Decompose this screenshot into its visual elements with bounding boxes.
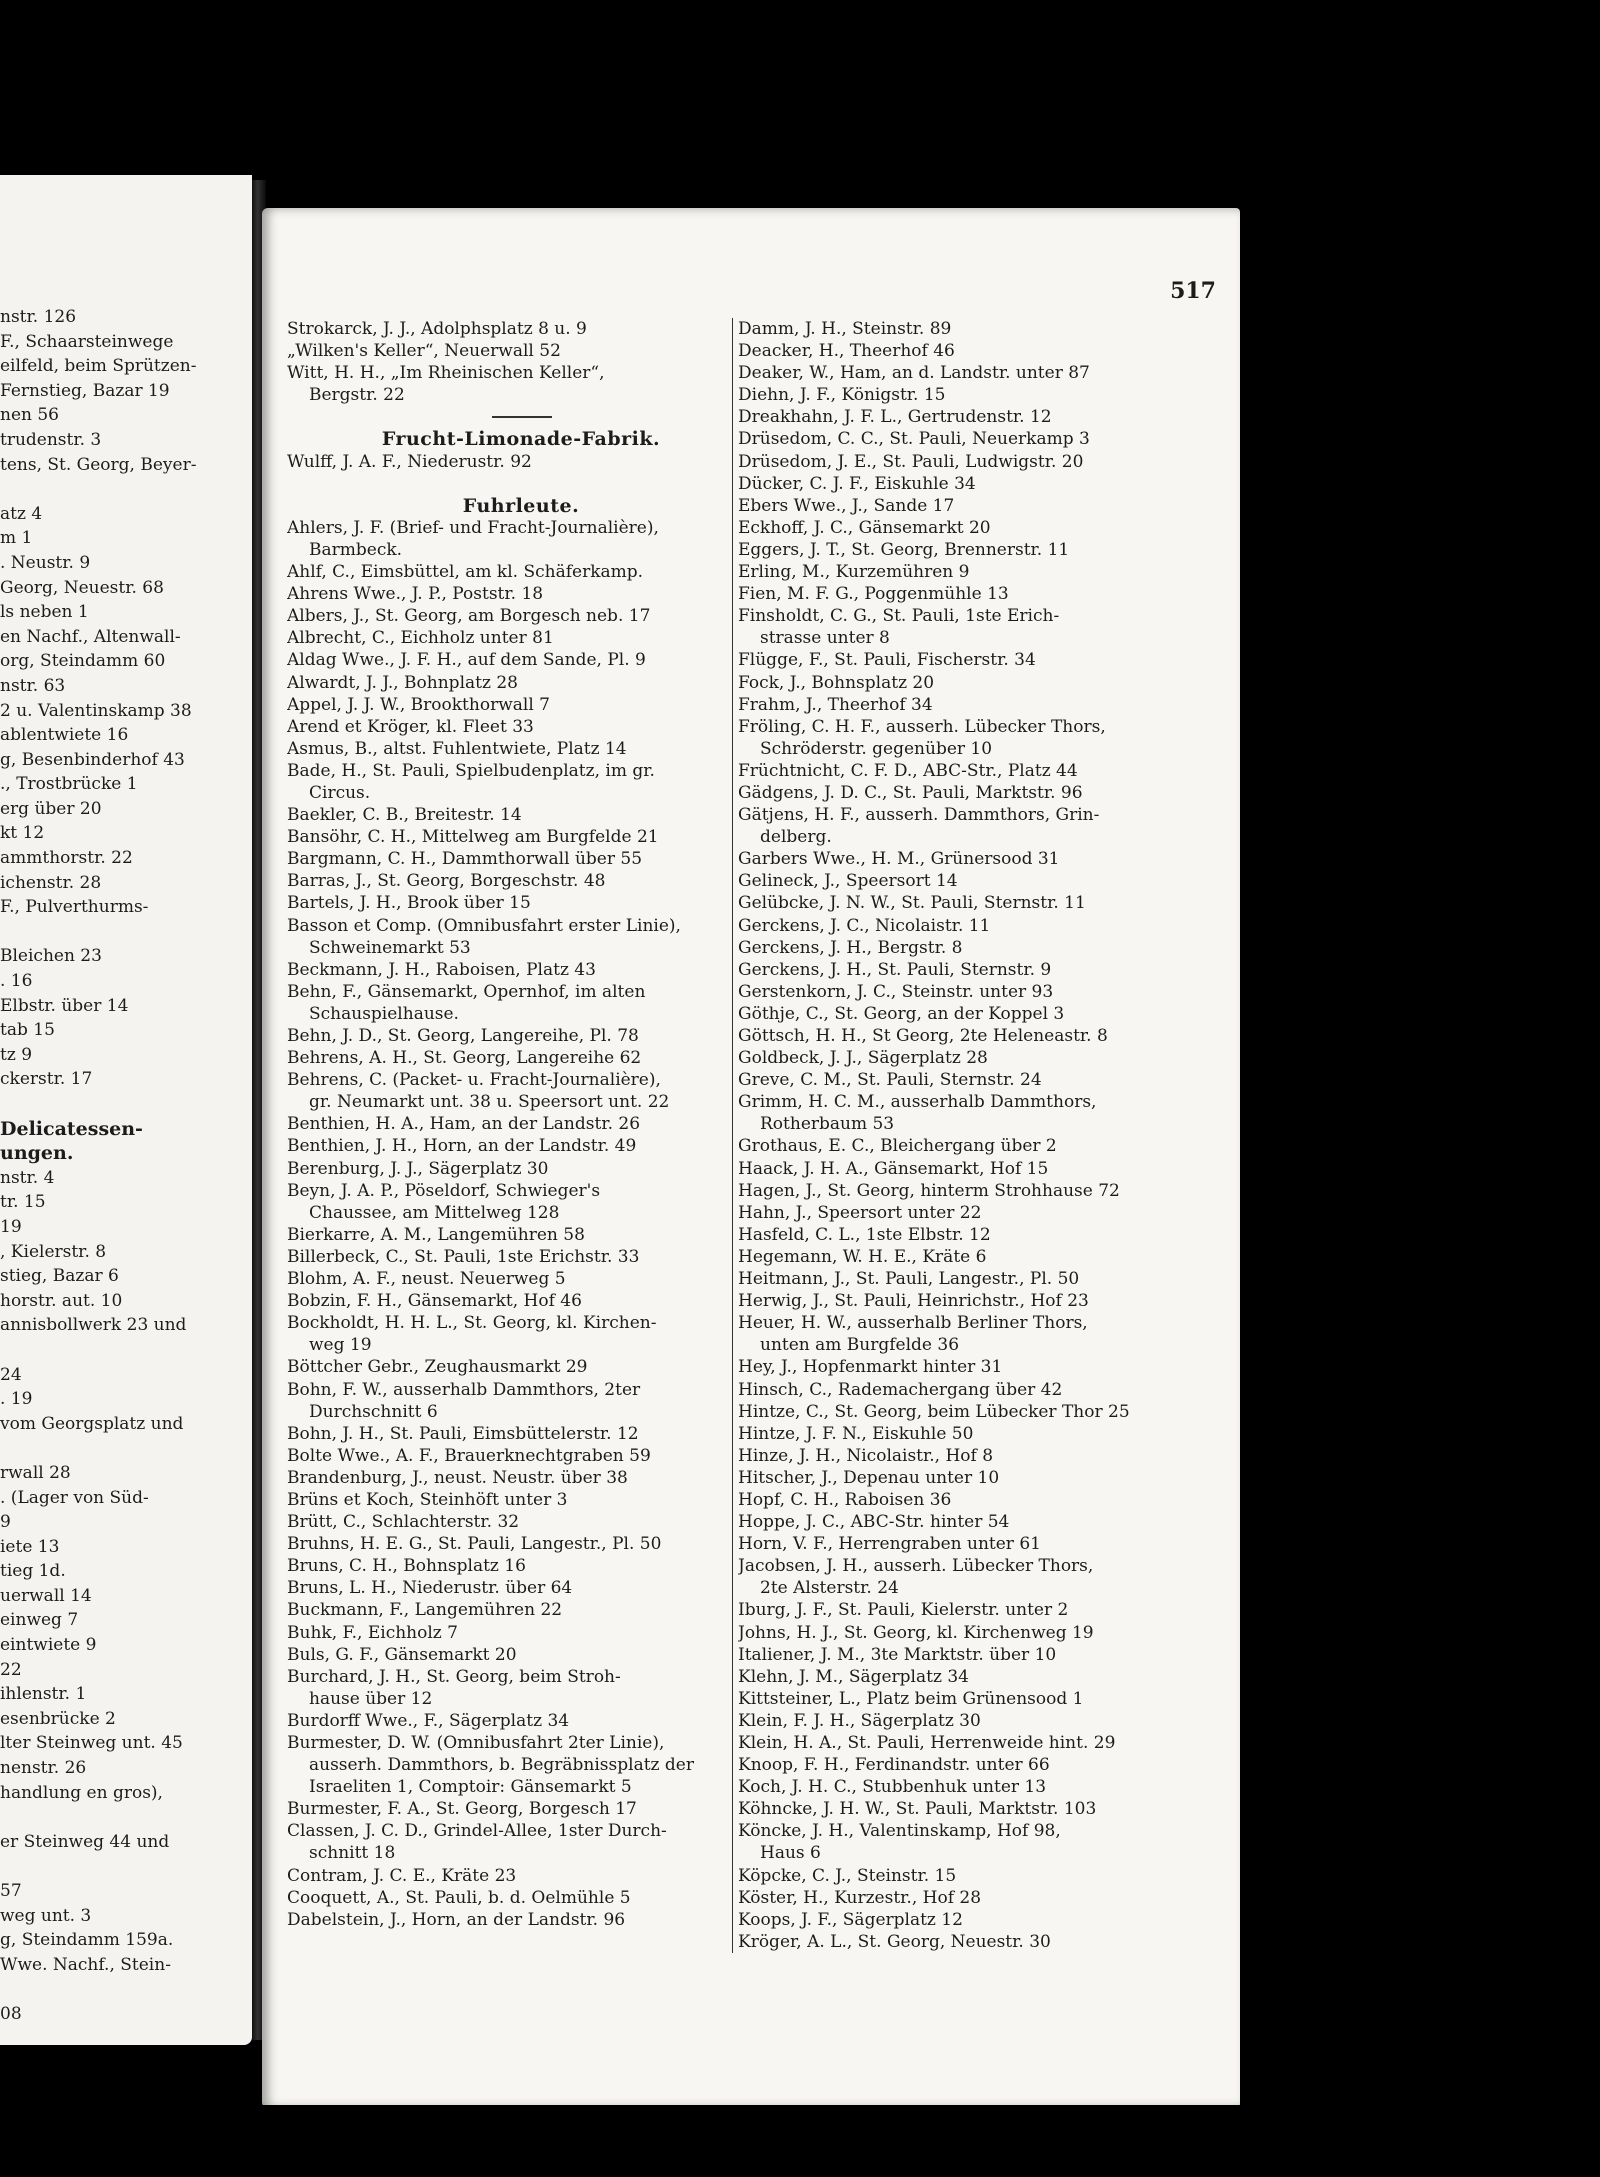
directory-entry: Contram, J. C. E., Kräte 23 bbox=[287, 1865, 517, 1886]
left-page-line: Georg, Neuestr. 68 bbox=[0, 577, 164, 598]
left-page-line: ihlenstr. 1 bbox=[0, 1684, 87, 1705]
entry-continuation: Circus. bbox=[309, 782, 371, 803]
directory-entry: Ahlers, J. F. (Brief- und Fracht-Journalière), bbox=[287, 517, 659, 538]
left-page-line: ablentwiete 16 bbox=[0, 725, 129, 746]
left-page-line: nen 56 bbox=[0, 405, 59, 426]
directory-entry: Hasfeld, C. L., 1ste Elbstr. 12 bbox=[738, 1224, 991, 1245]
directory-entry: Bohn, F. W., ausserhalb Dammthors, 2ter bbox=[287, 1379, 641, 1400]
left-page-line: lter Steinweg unt. 45 bbox=[0, 1733, 183, 1754]
directory-entry: Bartels, J. H., Brook über 15 bbox=[287, 893, 531, 914]
left-page-line: nstr. 63 bbox=[0, 675, 66, 696]
directory-entry bbox=[287, 473, 755, 495]
directory-entry: Gerckens, J. H., St. Pauli, Sternstr. 9 bbox=[738, 959, 1052, 980]
left-page-line bbox=[0, 1977, 252, 2002]
entry-continuation: hause über 12 bbox=[309, 1688, 433, 1709]
directory-entry: Finsholdt, C. G., St. Pauli, 1ste Erich- bbox=[738, 606, 1060, 627]
left-page-line: . Neustr. 9 bbox=[0, 552, 91, 573]
left-page-line: tieg 1d. bbox=[0, 1561, 66, 1582]
left-page-line: handlung en gros), bbox=[0, 1782, 163, 1803]
left-page-line: 2 u. Valentinskamp 38 bbox=[0, 700, 192, 721]
directory-entry: Strokarck, J. J., Adolphsplatz 8 u. 9 bbox=[287, 319, 587, 339]
directory-entry: Knoop, F. H., Ferdinandstr. unter 66 bbox=[738, 1755, 1050, 1776]
left-page-line bbox=[0, 477, 252, 502]
directory-entry: Asmus, B., altst. Fuhlentwiete, Platz 14 bbox=[287, 738, 627, 759]
left-page-line: . 16 bbox=[0, 971, 33, 992]
directory-entry: Bobzin, F. H., Gänsemarkt, Hof 46 bbox=[287, 1291, 582, 1312]
left-page-line bbox=[0, 1338, 252, 1363]
entry-continuation: 2te Alsterstr. 24 bbox=[760, 1578, 899, 1599]
directory-entry: Gätjens, H. F., ausserh. Dammthors, Grin- bbox=[738, 805, 1100, 826]
directory-entry: Gädgens, J. D. C., St. Pauli, Marktstr. 96 bbox=[738, 782, 1083, 803]
left-page-line bbox=[0, 1805, 252, 1830]
directory-entry: Buls, G. F., Gänsemarkt 20 bbox=[287, 1644, 517, 1665]
left-page-line: ls neben 1 bbox=[0, 602, 89, 623]
left-page-line: weg unt. 3 bbox=[0, 1905, 92, 1926]
left-page-line: ungen. bbox=[0, 1142, 74, 1165]
left-page-column bbox=[0, 305, 252, 2027]
directory-entry: Hinze, J. H., Nicolaistr., Hof 8 bbox=[738, 1445, 994, 1466]
directory-entry: Bruhns, H. E. G., St. Pauli, Langestr., Pl. 50 bbox=[287, 1534, 662, 1555]
left-page-line: erg über 20 bbox=[0, 798, 102, 819]
entry-continuation: Haus 6 bbox=[760, 1843, 821, 1864]
left-page-line: iete 13 bbox=[0, 1536, 60, 1557]
directory-entry: Deacker, H., Theerhof 46 bbox=[738, 341, 955, 362]
left-page-line: uerwall 14 bbox=[0, 1585, 92, 1606]
directory-entry: Benthien, J. H., Horn, an der Landstr. 49 bbox=[287, 1136, 637, 1157]
left-page-line: tr. 15 bbox=[0, 1192, 46, 1213]
left-page-line bbox=[0, 1092, 252, 1117]
left-page-line: vom Georgsplatz und bbox=[0, 1413, 184, 1434]
directory-entry: Italiener, J. M., 3te Marktstr. über 10 bbox=[738, 1644, 1057, 1665]
page-number: 517 bbox=[1170, 278, 1216, 304]
directory-entry: Ahlf, C., Eimsbüttel, am kl. Schäferkamp. bbox=[287, 562, 644, 583]
directory-entry: Erling, M., Kurzemühren 9 bbox=[738, 562, 970, 583]
left-page-line: einweg 7 bbox=[0, 1610, 79, 1631]
left-page-line: F., Pulverthurms- bbox=[0, 897, 149, 918]
directory-entry: Iburg, J. F., St. Pauli, Kielerstr. unter 2 bbox=[738, 1600, 1069, 1621]
left-page-line: ckerstr. 17 bbox=[0, 1069, 93, 1090]
directory-entry: Fien, M. F. G., Poggenmühle 13 bbox=[738, 584, 1009, 605]
directory-entry: Aldag Wwe., J. F. H., auf dem Sande, Pl. 9 bbox=[287, 650, 646, 671]
directory-entry: Berenburg, J. J., Sägerplatz 30 bbox=[287, 1158, 549, 1179]
directory-entry: Bohn, J. H., St. Pauli, Eimsbüttelerstr. 12 bbox=[287, 1423, 639, 1444]
directory-entry: Benthien, H. A., Ham, an der Landstr. 26 bbox=[287, 1114, 641, 1135]
directory-entry: Buckmann, F., Langemühren 22 bbox=[287, 1600, 563, 1621]
entry-continuation: Durchschnitt 6 bbox=[309, 1401, 438, 1422]
directory-entry: Basson et Comp. (Omnibusfahrt erster Linie), bbox=[287, 915, 681, 936]
entry-continuation: unten am Burgfelde 36 bbox=[760, 1335, 960, 1356]
left-page-line: 22 bbox=[0, 1659, 22, 1680]
left-page-line: esenbrücke 2 bbox=[0, 1708, 116, 1729]
left-page-line: nstr. 126 bbox=[0, 307, 77, 327]
directory-entry: Hey, J., Hopfenmarkt hinter 31 bbox=[738, 1357, 1003, 1378]
left-page-line: . (Lager von Süd- bbox=[0, 1487, 149, 1508]
directory-entry: Eggers, J. T., St. Georg, Brennerstr. 11 bbox=[738, 539, 1070, 560]
directory-entry: Beckmann, J. H., Raboisen, Platz 43 bbox=[287, 959, 596, 980]
directory-entry: Bargmann, C. H., Dammthorwall über 55 bbox=[287, 849, 643, 870]
left-page-line: eilfeld, beim Sprützen- bbox=[0, 356, 197, 377]
directory-entry: Gerckens, J. C., Nicolaistr. 11 bbox=[738, 915, 991, 936]
entry-continuation: Schweinemarkt 53 bbox=[309, 937, 471, 958]
directory-entry: Brütt, C., Schlachterstr. 32 bbox=[287, 1512, 520, 1533]
directory-entry: Heuer, H. W., ausserhalb Berliner Thors, bbox=[738, 1313, 1088, 1334]
section-heading: Frucht-Limonade-Fabrik. bbox=[381, 428, 661, 451]
directory-entry: Johns, H. J., St. Georg, kl. Kirchenweg 19 bbox=[738, 1622, 1094, 1643]
directory-entry: Kittsteiner, L., Platz beim Grünensood 1 bbox=[738, 1688, 1084, 1709]
directory-entry: Drüsedom, J. E., St. Pauli, Ludwigstr. 20 bbox=[738, 451, 1084, 472]
entry-continuation: delberg. bbox=[760, 827, 832, 848]
directory-entry: Kröger, A. L., St. Georg, Neuestr. 30 bbox=[738, 1931, 1051, 1952]
left-page-line: , Kielerstr. 8 bbox=[0, 1241, 107, 1262]
left-page-line: nstr. 4 bbox=[0, 1167, 55, 1188]
left-page-line bbox=[0, 1854, 252, 1879]
directory-entry: Deaker, W., Ham, an d. Landstr. unter 87 bbox=[738, 363, 1090, 384]
left-page-line: . 19 bbox=[0, 1389, 33, 1410]
directory-entry: Albrecht, C., Eichholz unter 81 bbox=[287, 628, 554, 649]
directory-entry: Jacobsen, J. H., ausserh. Lübecker Thors, bbox=[738, 1556, 1094, 1577]
directory-entry: Damm, J. H., Steinstr. 89 bbox=[738, 319, 952, 339]
directory-entry: Gerckens, J. H., Bergstr. 8 bbox=[738, 937, 963, 958]
directory-entry: Eckhoff, J. C., Gänsemarkt 20 bbox=[738, 517, 991, 538]
directory-entry: Brüns et Koch, Steinhöft unter 3 bbox=[287, 1489, 568, 1510]
left-page-line: trudenstr. 3 bbox=[0, 429, 102, 450]
directory-entry: Grimm, H. C. M., ausserhalb Dammthors, bbox=[738, 1092, 1097, 1113]
directory-entry: Gelübcke, J. N. W., St. Pauli, Sternstr. 11 bbox=[738, 893, 1086, 914]
left-page-line: org, Steindamm 60 bbox=[0, 651, 166, 672]
directory-entry: Göttsch, H. H., St Georg, 2te Heleneastr. 8 bbox=[738, 1026, 1108, 1046]
left-page-line: horstr. aut. 10 bbox=[0, 1290, 123, 1311]
directory-entry: Billerbeck, C., St. Pauli, 1ste Erichstr. 33 bbox=[287, 1246, 640, 1267]
directory-entry: Baekler, C. B., Breitestr. 14 bbox=[287, 805, 522, 826]
entry-continuation: ausserh. Dammthors, b. Begräbnissplatz der bbox=[309, 1755, 694, 1776]
directory-entry: Köncke, J. H., Valentinskamp, Hof 98, bbox=[738, 1821, 1061, 1842]
left-page-line: en Nachf., Altenwall- bbox=[0, 626, 181, 647]
left-page-line: 08 bbox=[0, 2003, 22, 2024]
left-page-line: 9 bbox=[0, 1512, 11, 1533]
directory-entry: Bolte Wwe., A. F., Brauerknechtgraben 59 bbox=[287, 1445, 651, 1466]
directory-entry: Barras, J., St. Georg, Borgeschstr. 48 bbox=[287, 871, 606, 892]
directory-entry: Appel, J. J. W., Brookthorwall 7 bbox=[287, 694, 550, 715]
left-page-line: ichenstr. 28 bbox=[0, 872, 102, 893]
directory-entry: Arend et Kröger, kl. Fleet 33 bbox=[287, 716, 534, 737]
directory-entry: Horn, V. F., Herrengraben unter 61 bbox=[738, 1534, 1041, 1555]
directory-entry: Köpcke, C. J., Steinstr. 15 bbox=[738, 1865, 957, 1886]
entry-continuation: schnitt 18 bbox=[309, 1843, 396, 1864]
directory-entry: Früchtnicht, C. F. D., ABC-Str., Platz 44 bbox=[738, 760, 1078, 781]
directory-entry: Burmester, F. A., St. Georg, Borgesch 17 bbox=[287, 1799, 637, 1820]
section-divider bbox=[287, 406, 755, 428]
directory-entry: Gerstenkorn, J. C., Steinstr. unter 93 bbox=[738, 981, 1054, 1002]
directory-entry: Bierkarre, A. M., Langemühren 58 bbox=[287, 1224, 585, 1245]
left-page-line: nenstr. 26 bbox=[0, 1758, 87, 1779]
directory-entry: Hagen, J., St. Georg, hinterm Strohhause 72 bbox=[738, 1180, 1120, 1201]
directory-entry: Köster, H., Kurzestr., Hof 28 bbox=[738, 1887, 982, 1908]
directory-entry: Behn, J. D., St. Georg, Langereihe, Pl. 78 bbox=[287, 1026, 639, 1046]
directory-entry: Göthje, C., St. Georg, an der Koppel 3 bbox=[738, 1003, 1065, 1024]
directory-entry: Burdorff Wwe., F., Sägerplatz 34 bbox=[287, 1710, 570, 1731]
directory-entry: Burmester, D. W. (Omnibusfahrt 2ter Linie), bbox=[287, 1733, 665, 1753]
entry-continuation: Schauspielhause. bbox=[309, 1003, 459, 1024]
left-page-line: er Steinweg 44 und bbox=[0, 1831, 170, 1852]
left-page-line: eintwiete 9 bbox=[0, 1635, 97, 1656]
directory-entry: Grothaus, E. C., Bleichergang über 2 bbox=[738, 1136, 1057, 1157]
entry-continuation: Chaussee, am Mittelweg 128 bbox=[309, 1202, 560, 1223]
directory-entry: Herwig, J., St. Pauli, Heinrichstr., Hof 23 bbox=[738, 1291, 1089, 1312]
directory-entry: Fröling, C. H. F., ausserh. Lübecker Thors, bbox=[738, 716, 1106, 737]
directory-entry: Hintze, C., St. Georg, beim Lübecker Thor 25 bbox=[738, 1401, 1130, 1422]
left-page-line: g, Besenbinderhof 43 bbox=[0, 749, 185, 770]
section-heading: Fuhrleute. bbox=[462, 494, 580, 517]
entry-continuation: Rotherbaum 53 bbox=[760, 1114, 895, 1135]
left-page-line: tens, St. Georg, Beyer- bbox=[0, 454, 197, 475]
left-page-line: annisbollwerk 23 und bbox=[0, 1315, 187, 1336]
directory-entry: Hinsch, C., Rademachergang über 42 bbox=[738, 1379, 1063, 1400]
entry-continuation: strasse unter 8 bbox=[760, 628, 890, 649]
directory-column-right bbox=[732, 318, 1218, 1953]
directory-entry: Hitscher, J., Depenau unter 10 bbox=[738, 1467, 1000, 1488]
directory-entry: Alwardt, J. J., Bohnplatz 28 bbox=[287, 672, 518, 693]
directory-entry: Burchard, J. H., St. Georg, beim Stroh- bbox=[287, 1666, 621, 1687]
entry-continuation: gr. Neumarkt unt. 38 u. Speersort unt. 22 bbox=[309, 1092, 670, 1113]
directory-entry: Wulff, J. A. F., Niederustr. 92 bbox=[287, 451, 532, 472]
entry-continuation: Schröderstr. gegenüber 10 bbox=[760, 738, 993, 759]
left-page-line: tz 9 bbox=[0, 1044, 33, 1065]
directory-entry: Köhncke, J. H. W., St. Pauli, Marktstr. 103 bbox=[738, 1799, 1097, 1820]
scan-border bbox=[262, 2105, 1240, 2177]
left-page-line: F., Schaarsteinwege bbox=[0, 331, 174, 352]
left-page-line: Wwe. Nachf., Stein- bbox=[0, 1954, 171, 1975]
directory-entry: Flügge, F., St. Pauli, Fischerstr. 34 bbox=[738, 650, 1036, 671]
directory-entry: Cooquett, A., St. Pauli, b. d. Oelmühle 5 bbox=[287, 1887, 631, 1908]
left-page-line: 24 bbox=[0, 1364, 22, 1385]
right-page bbox=[262, 208, 1240, 2108]
entry-continuation: Israeliten 1, Comptoir: Gänsemarkt 5 bbox=[309, 1777, 632, 1798]
left-page-line: Fernstieg, Bazar 19 bbox=[0, 380, 170, 401]
directory-entry: Hoppe, J. C., ABC-Str. hinter 54 bbox=[738, 1512, 1010, 1533]
directory-entry: Witt, H. H., „Im Rheinischen Keller“, bbox=[287, 363, 605, 384]
directory-entry: Brandenburg, J., neust. Neustr. über 38 bbox=[287, 1467, 628, 1488]
entry-continuation: weg 19 bbox=[309, 1335, 372, 1356]
directory-entry: Dabelstein, J., Horn, an der Landstr. 96 bbox=[287, 1909, 626, 1930]
left-page-line: Bleichen 23 bbox=[0, 946, 102, 967]
left-page-line: rwall 28 bbox=[0, 1462, 71, 1483]
directory-entry: Haack, J. H. A., Gänsemarkt, Hof 15 bbox=[738, 1158, 1049, 1179]
directory-entry: Frahm, J., Theerhof 34 bbox=[738, 694, 933, 715]
left-page-line: g, Steindamm 159a. bbox=[0, 1930, 174, 1951]
directory-entry: Klein, F. J. H., Sägerplatz 30 bbox=[738, 1710, 981, 1731]
left-page-line: atz 4 bbox=[0, 503, 43, 524]
directory-entry: Klehn, J. M., Sägerplatz 34 bbox=[738, 1666, 969, 1687]
directory-entry: Bruns, C. H., Bohnsplatz 16 bbox=[287, 1556, 526, 1577]
left-page-line: tab 15 bbox=[0, 1020, 55, 1041]
directory-entry: Goldbeck, J. J., Sägerplatz 28 bbox=[738, 1048, 988, 1069]
directory-entry: Drüsedom, C. C., St. Pauli, Neuerkamp 3 bbox=[738, 429, 1090, 450]
directory-entry: Bansöhr, C. H., Mittelweg am Burgfelde 21 bbox=[287, 827, 659, 848]
directory-entry: Behrens, A. H., St. Georg, Langereihe 62 bbox=[287, 1048, 642, 1069]
directory-entry: Greve, C. M., St. Pauli, Sternstr. 24 bbox=[738, 1070, 1042, 1091]
directory-entry: Ahrens Wwe., J. P., Poststr. 18 bbox=[287, 584, 544, 605]
directory-entry: Klein, H. A., St. Pauli, Herrenweide hint. 29 bbox=[738, 1733, 1116, 1753]
left-page-line: stieg, Bazar 6 bbox=[0, 1266, 119, 1287]
left-page-line: kt 12 bbox=[0, 823, 45, 844]
left-page-line: 57 bbox=[0, 1881, 22, 1901]
entry-continuation: Bergstr. 22 bbox=[309, 385, 405, 406]
directory-entry: Koch, J. H. C., Stubbenhuk unter 13 bbox=[738, 1777, 1047, 1798]
directory-entry: Albers, J., St. Georg, am Borgesch neb. 17 bbox=[287, 606, 651, 627]
directory-entry: Hegemann, W. H. E., Kräte 6 bbox=[738, 1246, 987, 1267]
directory-entry: Heitmann, J., St. Pauli, Langestr., Pl. 50 bbox=[738, 1269, 1080, 1290]
directory-entry: Buhk, F., Eichholz 7 bbox=[287, 1622, 458, 1643]
entry-continuation: Barmbeck. bbox=[309, 539, 403, 560]
left-page-line: ., Trostbrücke 1 bbox=[0, 774, 138, 795]
directory-entry: Beyn, J. A. P., Pöseldorf, Schwieger's bbox=[287, 1180, 601, 1201]
directory-entry: Fock, J., Bohnsplatz 20 bbox=[738, 672, 935, 693]
left-page-edge bbox=[0, 175, 252, 2045]
directory-entry: Garbers Wwe., H. M., Grünersood 31 bbox=[738, 849, 1060, 870]
left-page-line bbox=[0, 1436, 252, 1461]
directory-entry: Behn, F., Gänsemarkt, Opernhof, im alten bbox=[287, 981, 646, 1002]
left-page-line bbox=[0, 920, 252, 945]
directory-entry: Dücker, C. J. F., Eiskuhle 34 bbox=[738, 473, 976, 494]
directory-entry: Behrens, C. (Packet- u. Fracht-Journalière), bbox=[287, 1070, 661, 1091]
left-page-line: ammthorstr. 22 bbox=[0, 848, 133, 869]
left-page-line: 19 bbox=[0, 1216, 22, 1237]
directory-entry: Bade, H., St. Pauli, Spielbudenplatz, im gr. bbox=[287, 760, 655, 781]
left-page-line: Elbstr. über 14 bbox=[0, 995, 129, 1016]
directory-entry: Diehn, J. F., Königstr. 15 bbox=[738, 385, 946, 406]
directory-entry: Gelineck, J., Speersort 14 bbox=[738, 871, 958, 892]
left-page-line: m 1 bbox=[0, 528, 33, 549]
directory-entry: Koops, J. F., Sägerplatz 12 bbox=[738, 1909, 963, 1930]
directory-entry: Classen, J. C. D., Grindel-Allee, 1ster Durch- bbox=[287, 1821, 667, 1842]
directory-entry: Bockholdt, H. H. L., St. Georg, kl. Kirchen- bbox=[287, 1313, 657, 1334]
directory-entry: Blohm, A. F., neust. Neuerweg 5 bbox=[287, 1269, 566, 1290]
directory-entry: Böttcher Gebr., Zeughausmarkt 29 bbox=[287, 1357, 588, 1378]
directory-entry: Hopf, C. H., Raboisen 36 bbox=[738, 1489, 952, 1510]
left-page-line: Delicatessen- bbox=[0, 1117, 143, 1140]
directory-entry: Hintze, J. F. N., Eiskuhle 50 bbox=[738, 1423, 974, 1444]
directory-entry: Bruns, L. H., Niederustr. über 64 bbox=[287, 1578, 573, 1599]
directory-entry: Hahn, J., Speersort unter 22 bbox=[738, 1202, 982, 1223]
directory-entry: Ebers Wwe., J., Sande 17 bbox=[738, 495, 955, 516]
directory-column-left bbox=[287, 318, 755, 1931]
directory-entry: Dreakhahn, J. F. L., Gertrudenstr. 12 bbox=[738, 407, 1052, 428]
directory-entry: „Wilken's Keller“, Neuerwall 52 bbox=[287, 341, 561, 362]
